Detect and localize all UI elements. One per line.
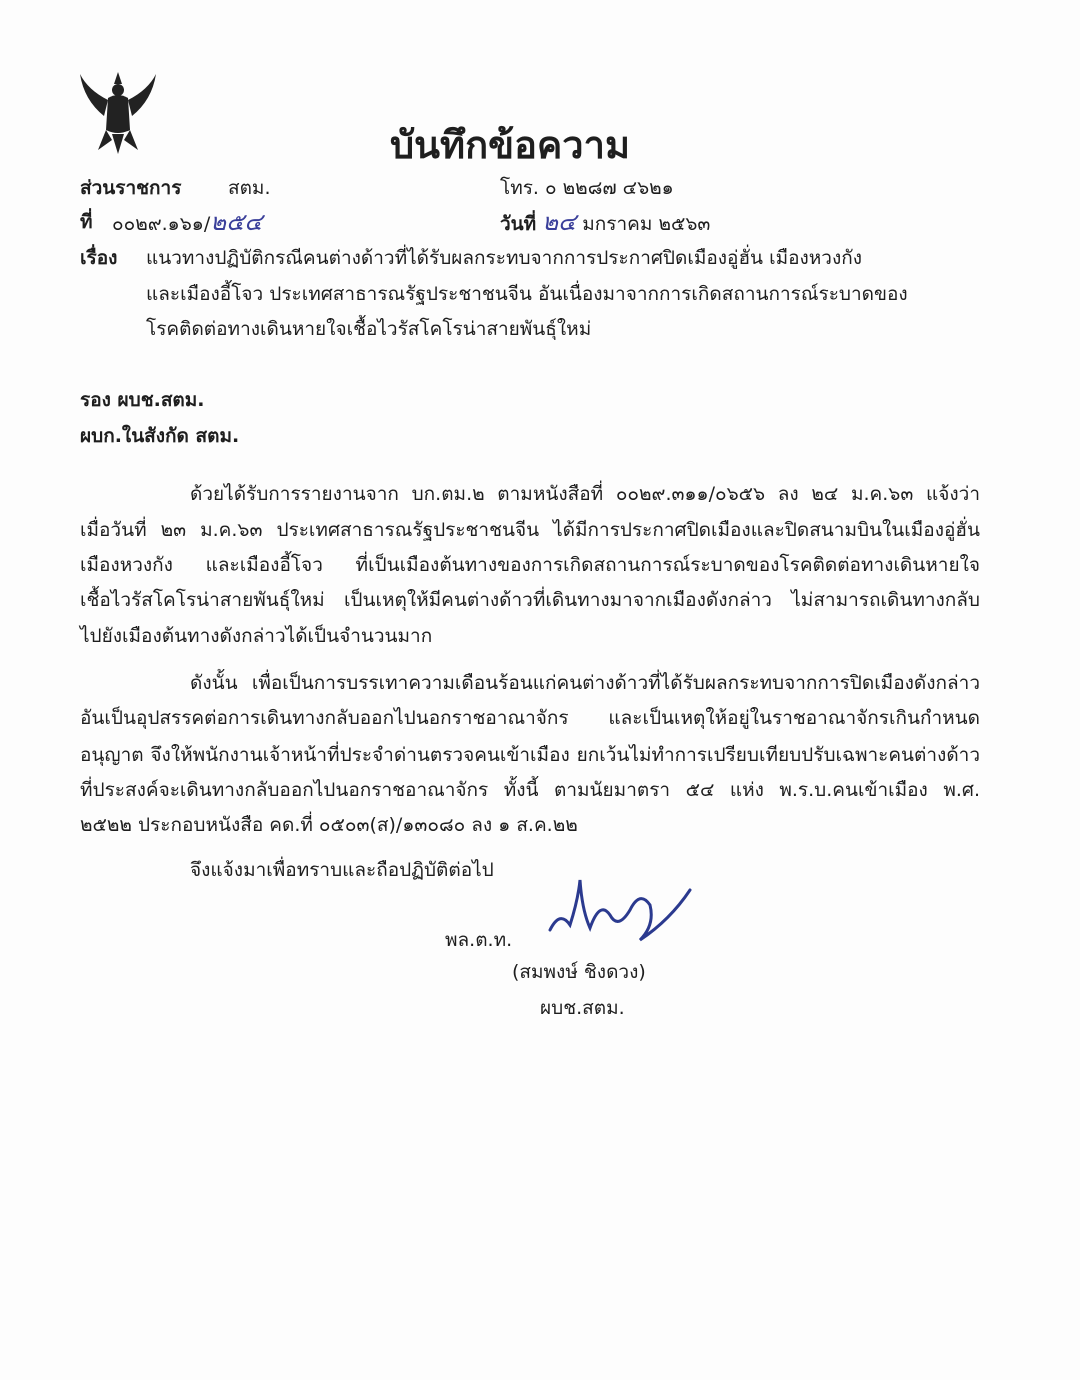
body-line: เมื่อวันที่ ๒๓ ม.ค.๖๓ ประเทศสาธารณรัฐประชาชนจีน ได้มีการประกาศปิดเมืองและปิดสนามบินในเมืองอู่ฮั่น <box>80 519 980 541</box>
reference-number <box>112 210 262 236</box>
subject-label: เรื่อง <box>80 247 118 269</box>
body-line: เมืองหวงกัง และเมืองอี้โจว ที่เป็นเมืองต้นทางของการเกิดสถานการณ์ระบาดของโรคติดต่อทางเดินหายใจ <box>80 554 980 576</box>
signer-rank: พล.ต.ท. <box>445 929 513 951</box>
handwritten-signature <box>540 870 700 950</box>
body-line: ๒๕๒๒ ประกอบหนังสือ คด.ที่ ๐๕๐๓(ส)/๑๓๐๘๐ ลง ๑ ส.ค.๒๒ <box>80 814 578 836</box>
signer-name: (สมพงษ์ ชิงดวง) <box>512 961 646 983</box>
reference-prefix: ๐๐๒๙.๑๖๑/ <box>112 213 211 235</box>
date-label: วันที่ <box>500 213 537 235</box>
date-handwritten: ๒๔ <box>542 208 577 236</box>
recipient: ผบก.ในสังกัด สตม. <box>80 425 240 447</box>
body-line: อันเป็นอุปสรรคต่อการเดินทางกลับออกไปนอกราชอาณาจักร และเป็นเหตุให้อยู่ในราชอาณาจักรเกินกำหนด <box>80 707 980 729</box>
body-line: เชื้อไวรัสโคโรน่าสายพันธุ์ใหม่ เป็นเหตุให้มีคนต่างด้าวที่เดินทางมาจากเมืองดังกล่าว ไม่สามารถเดินทางกลับ <box>80 589 980 611</box>
reference-label: ที่ <box>80 211 93 233</box>
department-label: ส่วนราชการ <box>80 177 182 199</box>
subject-line: แนวทางปฏิบัติกรณีคนต่างด้าวที่ได้รับผลกระทบจากการประกาศปิดเมืองอู่ฮั่น เมืองหวงกัง <box>146 247 863 269</box>
reference-handwritten: ๒๕๔ <box>210 208 263 236</box>
body-line: ดังนั้น เพื่อเป็นการบรรเทาความเดือนร้อนแก่คนต่างด้าวที่ได้รับผลกระทบจากการปิดเมืองดังกล่าว <box>190 672 980 694</box>
body-line: ที่ประสงค์จะเดินทางกลับออกไปนอกราชอาณาจักร ทั้งนี้ ตามนัยมาตรา ๕๔ แห่ง พ.ร.บ.คนเข้าเมือง พ.ศ. <box>80 779 980 801</box>
body-line: อนุญาต จึงให้พนักงานเจ้าหน้าที่ประจำด่านตรวจคนเข้าเมือง ยกเว้นไม่ทำการเปรียบเทียบปรับเฉพาะคนต่างด้าว <box>80 744 980 766</box>
closing-line: จึงแจ้งมาเพื่อทราบและถือปฏิบัติต่อไป <box>190 859 494 881</box>
body-line: ไปยังเมืองต้นทางดังกล่าวได้เป็นจำนวนมาก <box>80 625 433 647</box>
signer-position: ผบช.สตม. <box>540 997 625 1019</box>
phone-number: โทร. ๐ ๒๒๘๗ ๔๖๒๑ <box>500 177 674 199</box>
body-line: ด้วยได้รับการรายงานจาก บก.ตม.๒ ตามหนังสือที่ ๐๐๒๙.๓๑๑/๐๖๕๖ ลง ๒๔ ม.ค.๖๓ แจ้งว่า <box>190 483 980 505</box>
subject-line: โรคติดต่อทางเดินหายใจเชื้อไวรัสโคโรน่าสายพันธุ์ใหม่ <box>146 318 592 340</box>
department-value: สตม. <box>228 177 271 199</box>
recipient: รอง ผบช.สตม. <box>80 389 205 411</box>
subject-line: และเมืองอี้โจว ประเทศสาธารณรัฐประชาชนจีน อันเนื่องมาจากการเกิดสถานการณ์ระบาดของ <box>146 283 908 305</box>
date <box>500 210 710 236</box>
date-value: มกราคม ๒๕๖๓ <box>582 213 711 235</box>
document-title: บันทึกข้อความ <box>389 123 631 167</box>
